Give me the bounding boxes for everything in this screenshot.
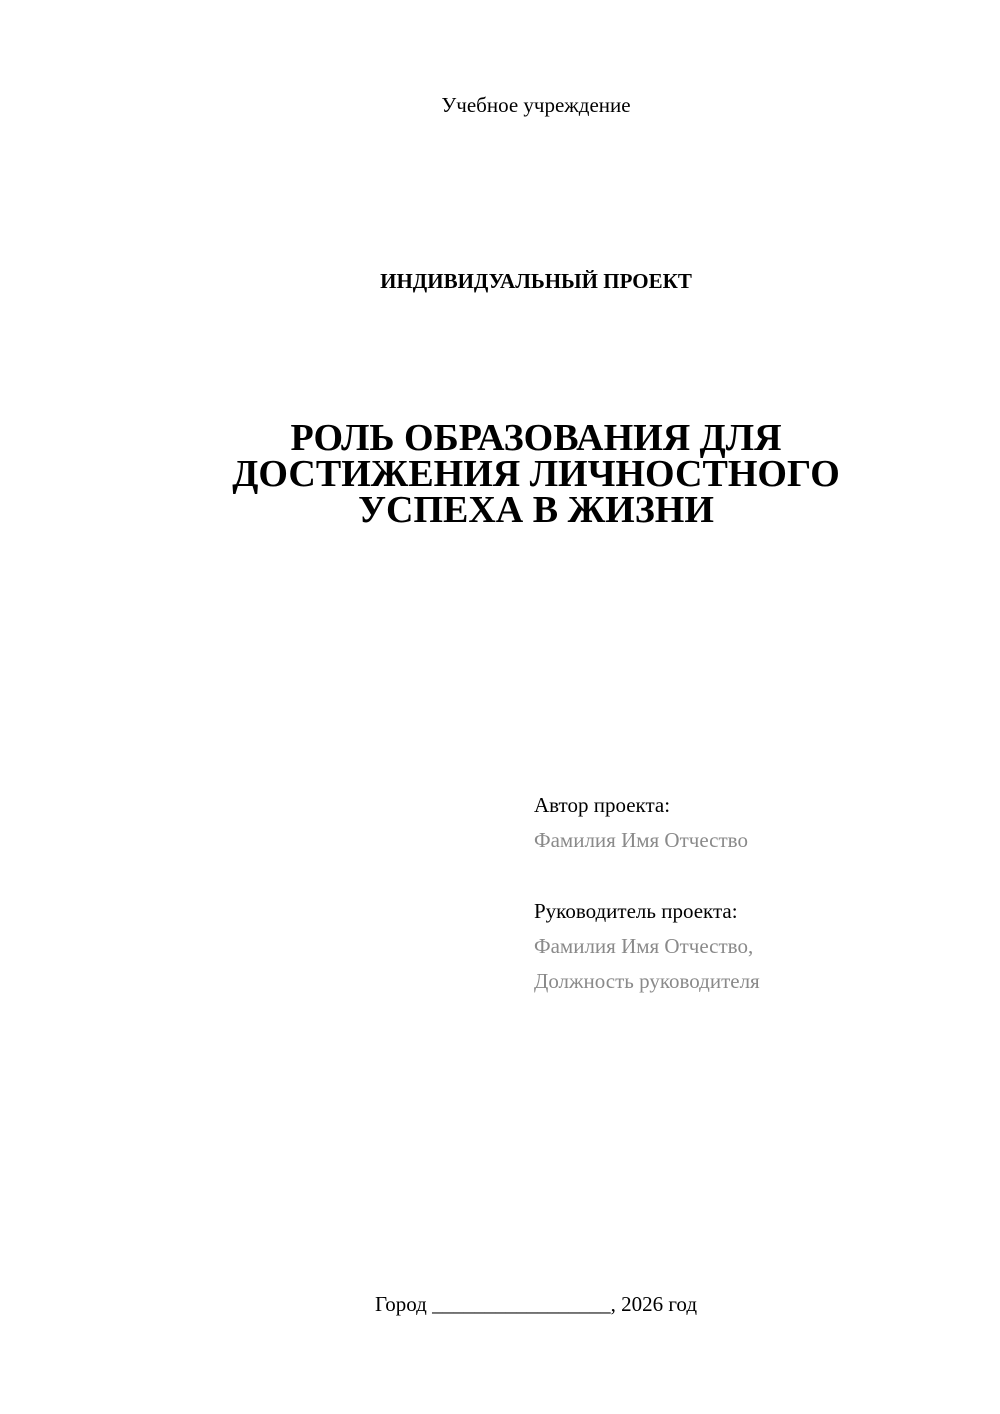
supervisor-position: Должность руководителя [534,969,760,993]
supervisor-label: Руководитель проекта: [534,899,738,923]
city-year-line: Город _________________, 2026 год [374,1292,698,1316]
project-credits [534,788,974,999]
author-name: Фамилия Имя Отчество [534,828,748,852]
spacer [534,858,974,894]
project-title-line: ДОСТИЖЕНИЯ ЛИЧНОСТНОГО [232,453,840,495]
project-title-line: РОЛЬ ОБРАЗОВАНИЯ ДЛЯ [290,417,782,459]
author-label: Автор проекта: [534,793,671,817]
project-title-line: УСПЕХА В ЖИЗНИ [358,489,714,531]
project-title [0,417,1000,531]
document-type: ИНДИВИДУАЛЬНЫЙ ПРОЕКТ [380,269,692,293]
supervisor-name: Фамилия Имя Отчество, [534,934,754,958]
institution-name: Учебное учреждение [441,93,631,117]
